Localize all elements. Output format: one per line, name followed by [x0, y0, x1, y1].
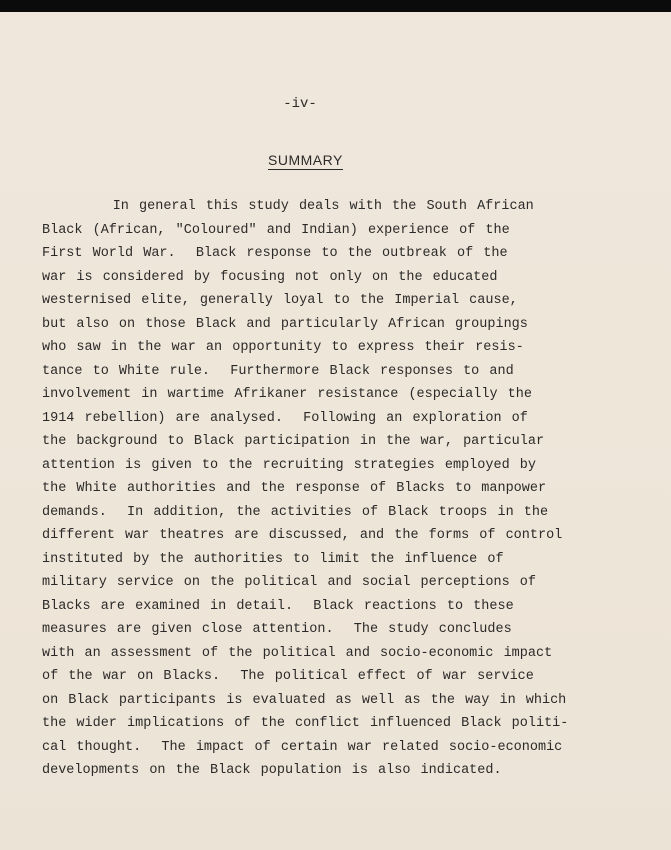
- text-line: war is considered by focusing not only on the educated: [42, 269, 498, 285]
- text-line: tance to White rule. Furthermore Black responses to and: [42, 363, 514, 379]
- text-line: military service on the political and social perceptions of: [42, 575, 536, 590]
- text-line: attention is given to the recruiting strategies employed by: [42, 457, 536, 473]
- text-line: the White authorities and the response of Blacks to manpower: [42, 481, 547, 496]
- text-line: cal thought. The impact of certain war related socio-economic: [42, 739, 563, 755]
- text-line: instituted by the authorities to limit the influence of: [42, 551, 504, 567]
- text-line: involvement in wartime Afrikaner resistance (especially the: [42, 387, 532, 402]
- text-line: of the war on Blacks. The political effect of war service: [42, 669, 534, 684]
- text-line: Blacks are examined in detail. Black reactions to these: [42, 598, 514, 614]
- text-line: different war theatres are discussed, and the forms of control: [42, 528, 563, 543]
- text-line: First World War. Black response to the outbreak of the: [42, 246, 508, 261]
- text-line: measures are given close attention. The study concludes: [42, 622, 512, 637]
- text-line: westernised elite, generally loyal to the Imperial cause,: [42, 293, 518, 308]
- text-line: the wider implications of the conflict influenced Black politi-: [42, 716, 569, 731]
- document-page: [0, 12, 671, 850]
- page-title: SUMMARY: [268, 152, 343, 168]
- text-line: on Black participants is evaluated as well as the way in which: [42, 692, 567, 708]
- summary-body: [42, 195, 642, 783]
- page-number: -iv-: [283, 96, 317, 112]
- text-line: but also on those Black and particularly African groupings: [42, 316, 528, 332]
- text-line: In general this study deals with the South African: [42, 199, 534, 214]
- text-line: developments on the Black population is also indicated.: [42, 763, 502, 778]
- text-line: Black (African, "Coloured" and Indian) experience of the: [42, 222, 510, 238]
- top-dark-strip: [0, 0, 671, 12]
- text-line: demands. In addition, the activities of Black troops in the: [42, 504, 549, 520]
- text-line: the background to Black participation in the war, particular: [42, 434, 545, 449]
- text-line: with an assessment of the political and socio-economic impact: [42, 645, 553, 661]
- text-line: 1914 rebellion) are analysed. Following an exploration of: [42, 410, 528, 426]
- text-line: who saw in the war an opportunity to express their resis-: [42, 340, 524, 355]
